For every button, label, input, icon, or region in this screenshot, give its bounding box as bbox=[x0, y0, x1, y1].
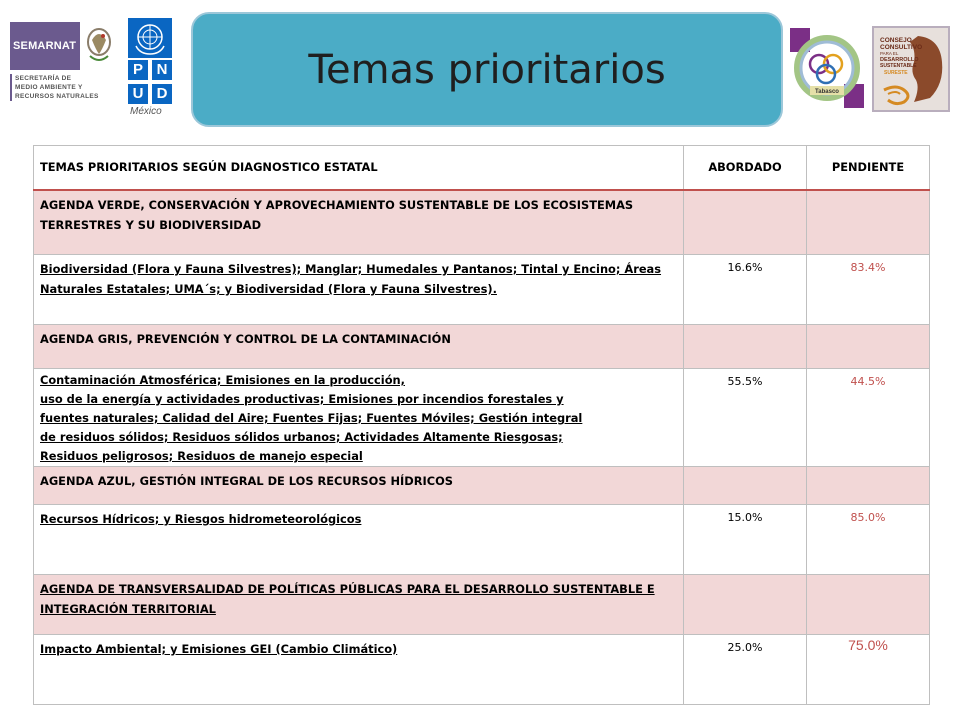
agenda-title bbox=[34, 575, 684, 635]
semarnat-logo bbox=[10, 20, 112, 104]
consejo-logo bbox=[872, 26, 950, 112]
pnud-country: México bbox=[130, 106, 162, 117]
consejo-line-1: CONSEJO bbox=[880, 37, 912, 44]
pnud-letter-d: D bbox=[152, 84, 172, 104]
topic-line-1: Contaminación Atmosférica; Emisiones en la producción, bbox=[40, 373, 405, 387]
consejo-line-6: SURESTE bbox=[884, 70, 908, 76]
consejo-line-4: DESARROLLO bbox=[880, 57, 919, 63]
pending-value: 85.0% bbox=[807, 505, 930, 575]
topic-cell bbox=[34, 505, 684, 575]
semarnat-brand-text: SEMARNAT bbox=[13, 40, 77, 52]
priority-topics-table bbox=[33, 145, 930, 705]
pending-value: 75.0% bbox=[807, 635, 930, 705]
agenda-addressed-cell bbox=[684, 190, 807, 255]
table-row bbox=[34, 505, 930, 575]
semarnat-line-1: SECRETARÍA DE bbox=[15, 75, 72, 82]
addressed-value: 16.6% bbox=[684, 255, 807, 325]
topic-line-5: Residuos peligrosos; Residuos de manejo especial bbox=[40, 449, 363, 463]
consejo-line-5: SUSTENTABLE bbox=[880, 63, 917, 69]
table-header-row bbox=[34, 146, 930, 190]
addressed-value: 15.0% bbox=[684, 505, 807, 575]
topic-cell bbox=[34, 369, 684, 467]
topic-cell bbox=[34, 255, 684, 325]
semarnat-line-3: RECURSOS NATURALES bbox=[15, 93, 99, 100]
table-row bbox=[34, 255, 930, 325]
agenda-pending-cell bbox=[807, 190, 930, 255]
pnud-letter-u: U bbox=[128, 84, 148, 104]
pnud-logo bbox=[126, 18, 176, 117]
consejo-line-3: PARA EL bbox=[880, 51, 899, 56]
semarnat-subtitle bbox=[10, 74, 114, 101]
agenda-title: AGENDA AZUL, GESTIÓN INTEGRAL DE LOS RECURSOS HÍDRICOS bbox=[34, 467, 684, 505]
semarnat-line-2: MEDIO AMBIENTE Y bbox=[15, 84, 83, 91]
topic-text: Biodiversidad (Flora y Fauna Silvestres); Manglar; Humedales y Pantanos; Tintal y Encino; Áreas Naturales Estatales; UMA´s; y Biodiversidad (Flora y Fauna Silvestres). bbox=[40, 262, 662, 296]
pending-value: 83.4% bbox=[807, 255, 930, 325]
topic-cell bbox=[34, 635, 684, 705]
pnud-letters bbox=[128, 60, 172, 104]
addressed-value: 55.5% bbox=[684, 369, 807, 467]
table-row bbox=[34, 635, 930, 705]
agenda-title: AGENDA VERDE, CONSERVACIÓN Y APROVECHAMIENTO SUSTENTABLE DE LOS ECOSISTEMAS TERRESTRES Y SU BIODIVERSIDAD bbox=[34, 190, 684, 255]
topic-line-4: de residuos sólidos; Residuos sólidos urbanos; Actividades Altamente Riesgosas; bbox=[40, 430, 563, 444]
agenda-addressed-cell bbox=[684, 325, 807, 369]
topic-text: Recursos Hídricos; y Riesgos hidrometeorológicos bbox=[40, 512, 362, 526]
agenda-row-verde bbox=[34, 190, 930, 255]
tabasco-label: Tabasco bbox=[815, 89, 839, 95]
pnud-letter-n: N bbox=[152, 60, 172, 80]
agenda-row-azul bbox=[34, 467, 930, 505]
un-emblem-icon bbox=[128, 18, 172, 58]
table-row bbox=[34, 369, 930, 467]
tabasco-logo bbox=[788, 26, 866, 110]
addressed-value: 25.0% bbox=[684, 635, 807, 705]
header-addressed: ABORDADO bbox=[684, 146, 807, 190]
agenda-title: AGENDA GRIS, PREVENCIÓN Y CONTROL DE LA CONTAMINACIÓN bbox=[34, 325, 684, 369]
topic-line-2: uso de la energía y actividades productivas; Emisiones por incendios forestales y bbox=[40, 392, 564, 406]
agenda-addressed-cell bbox=[684, 467, 807, 505]
agenda-pending-cell bbox=[807, 325, 930, 369]
topic-line-3: fuentes naturales; Calidad del Aire; Fuentes Fijas; Fuentes Móviles; Gestión integral bbox=[40, 411, 583, 425]
page-title: Temas prioritarios bbox=[308, 46, 666, 93]
consejo-emblem-icon bbox=[874, 28, 948, 110]
consejo-line-2: CONSULTIVO bbox=[880, 44, 923, 51]
topic-text: Impacto Ambiental; y Emisiones GEI (Cambio Climático) bbox=[40, 642, 398, 656]
agenda-row-transversalidad bbox=[34, 575, 930, 635]
agenda-title-text: AGENDA DE TRANSVERSALIDAD DE POLÍTICAS PÚBLICAS PARA EL DESARROLLO SUSTENTABLE E INTEGRACIÓN TERRITORIAL bbox=[40, 582, 655, 616]
title-banner bbox=[191, 12, 783, 127]
pending-value: 44.5% bbox=[807, 369, 930, 467]
header-topic: TEMAS PRIORITARIOS SEGÚN DIAGNOSTICO ESTATAL bbox=[34, 146, 684, 190]
agenda-pending-cell bbox=[807, 575, 930, 635]
agenda-addressed-cell bbox=[684, 575, 807, 635]
agenda-row-gris bbox=[34, 325, 930, 369]
agenda-pending-cell bbox=[807, 467, 930, 505]
header-pending: PENDIENTE bbox=[807, 146, 930, 190]
pnud-letter-p: P bbox=[128, 60, 148, 80]
mexico-eagle-icon bbox=[82, 20, 116, 70]
semarnat-brand-box bbox=[10, 22, 80, 70]
